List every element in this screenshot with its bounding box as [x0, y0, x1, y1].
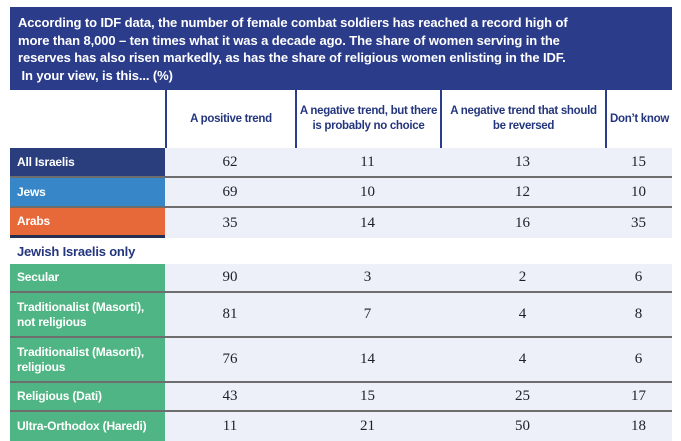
data-cell: 35: [605, 208, 672, 238]
data-cell: 43: [165, 383, 295, 410]
column-header-text: be reversed: [492, 120, 555, 132]
column-header-negative-no-choice: [295, 90, 440, 148]
data-cell: 14: [295, 338, 440, 381]
data-cell: 14: [295, 208, 440, 238]
table-row-arabs: [10, 208, 672, 238]
data-cell: 10: [605, 178, 672, 206]
data-cell: 3: [295, 264, 440, 291]
column-header-text: is probably no choice: [312, 120, 425, 132]
data-cell: 6: [605, 264, 672, 291]
data-cell: 76: [165, 338, 295, 381]
table-row-jews: [10, 178, 672, 208]
row-label: Arabs: [10, 208, 165, 238]
column-header-text: A negative trend, but there: [299, 105, 438, 117]
table-row-ultra-orthodox: [10, 412, 672, 441]
column-header-negative-reversed: [440, 90, 605, 148]
data-cell: 90: [165, 264, 295, 291]
table-row-traditionalist-religious: [10, 338, 672, 383]
question-text-line-1: According to IDF data, the number of female combat soldiers has reached a record high of: [18, 15, 568, 30]
table-row-all-israelis: [10, 148, 672, 178]
header-spacer-cell: [10, 90, 165, 148]
column-header-dont-know: [605, 90, 672, 148]
data-cell: 12: [440, 178, 605, 206]
data-cell: 4: [440, 293, 605, 336]
row-label: Traditionalist (Masorti), religious: [10, 338, 165, 381]
data-cell: 11: [295, 148, 440, 176]
data-cell: 13: [440, 148, 605, 176]
column-header-positive-trend: [165, 90, 295, 148]
table-row-secular: [10, 264, 672, 293]
data-cell: 21: [295, 412, 440, 441]
row-label: Religious (Dati): [10, 383, 165, 410]
data-cell: 2: [440, 264, 605, 291]
column-header-text: A negative trend that should: [450, 105, 597, 117]
row-label: Secular: [10, 264, 165, 291]
data-cell: 10: [295, 178, 440, 206]
data-cell: 62: [165, 148, 295, 176]
table-section-header-row: [10, 238, 672, 264]
column-header-text: Don’t know: [610, 112, 669, 125]
section-header-label: Jewish Israelis only: [10, 238, 672, 264]
data-cell: 8: [605, 293, 672, 336]
question-text-line-2: more than 8,000 – ten times what it was a decade ago. The share of women serving in the: [18, 32, 560, 48]
table-header-row: [10, 90, 672, 148]
row-label: All Israelis: [10, 148, 165, 176]
row-label: Ultra-Orthodox (Haredi): [10, 412, 165, 441]
data-cell: 7: [295, 293, 440, 336]
table-row-traditionalist-not-religious: [10, 293, 672, 338]
data-cell: 18: [605, 412, 672, 441]
row-label: Jews: [10, 178, 165, 206]
data-cell: 15: [605, 148, 672, 176]
data-cell: 4: [440, 338, 605, 381]
results-table: [10, 90, 672, 441]
data-cell: 16: [440, 208, 605, 238]
data-cell: 17: [605, 383, 672, 410]
data-cell: 25: [440, 383, 605, 410]
data-cell: 69: [165, 178, 295, 206]
table-row-religious-dati: [10, 383, 672, 412]
data-cell: 6: [605, 338, 672, 381]
data-cell: 81: [165, 293, 295, 336]
question-header: [10, 7, 672, 90]
data-cell: 35: [165, 208, 295, 238]
question-text-line-3: reserves has also risen markedly, as has the share of religious women enlisting in the IDF.: [18, 50, 566, 65]
data-cell: 50: [440, 412, 605, 441]
data-cell: 11: [165, 412, 295, 441]
column-header-text: A positive trend: [190, 112, 272, 125]
question-text-line-4: In your view, is this... (%): [18, 67, 173, 83]
data-cell: 15: [295, 383, 440, 410]
row-label: Traditionalist (Masorti), not religious: [10, 293, 165, 336]
